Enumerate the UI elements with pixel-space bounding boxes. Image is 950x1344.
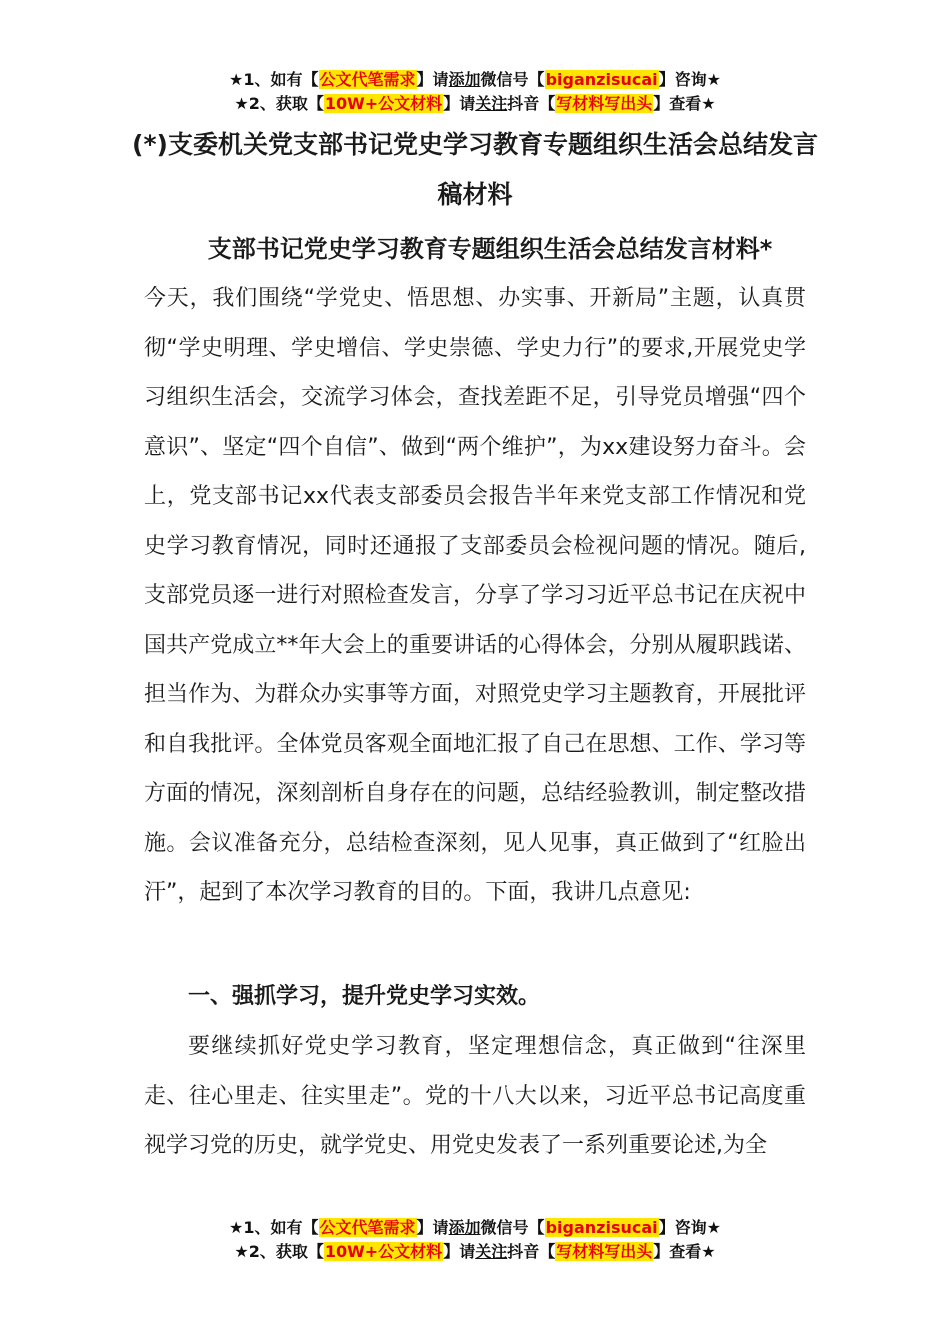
section-heading-1: 一、强抓学习，提升党史学习实效。 <box>188 984 541 1009</box>
bottom-banner <box>0 1216 950 1264</box>
banner-text: 】咨询★ <box>658 70 721 89</box>
banner-text: 】咨询★ <box>658 1218 721 1237</box>
body-paragraph-1: 今天，我们围绕“学党史、悟思想、办实事、开新局”主题，认真贯彻“学史明理、学史增信、学史崇德、学史力行”的要求,开展党史学习组织生活会，交流学习体会，查找差距不足，引导党员增强“四个意识”、坚定“四个自信”、做到“两个维护”，为xx建设努力奋斗。会上，党支部书记xx代表支部委员会报告半年来党支部工作情况和党史学习教育情况，同时还通报了支部委员会检视问题的情况。随后,支部党员逐一进行对照检查发言，分享了学习习近平总书记在庆祝中国共产党成立**年大会上的重要讲话的心得体会，分别从履职践诺、担当作为、为群众办实事等方面，对照党史学习主题教育，开展批评和自我批评。全体党员客观全面地汇报了自己在思想、工作、学习等方面的情况，深刻剖析自身存在的问题，总结经验教训，制定整改措施。会议准备充分，总结检查深刻，见人见事，真正做到了“红脸出汗”，起到了本次学习教育的目的。下面，我讲几点意见: <box>144 286 806 905</box>
banner-text: 】请 <box>416 70 449 89</box>
banner-text: 抖音【 <box>507 1242 556 1261</box>
banner-text: 】请 <box>416 1218 449 1237</box>
banner-text: 】请 <box>443 1242 476 1261</box>
banner-text: ★2、获取【 <box>234 94 324 113</box>
underlined-text: 关注 <box>475 94 508 113</box>
highlight-wechat-id: biganzisucai <box>545 70 658 89</box>
document-subtitle: 支部书记党史学习教育专题组织生活会总结发言材料* <box>207 235 773 263</box>
underlined-text: 添加 <box>448 70 481 89</box>
highlight-service: 公文代笔需求 <box>319 1218 416 1237</box>
banner-text: 】请 <box>443 94 476 113</box>
document-title: (*)支委机关党支部书记党史学习教育专题组织生活会总结发言稿材料 <box>132 130 818 209</box>
banner-line-1 <box>0 68 950 92</box>
banner-text: 微信号【 <box>480 1218 545 1237</box>
highlight-materials: 10W+公文材料 <box>324 94 443 113</box>
banner-line-2 <box>0 1240 950 1264</box>
top-banner <box>0 68 950 116</box>
highlight-douyin-account: 写材料写出头 <box>556 94 653 113</box>
banner-text: 抖音【 <box>507 94 556 113</box>
banner-text: ★1、如有【 <box>229 70 319 89</box>
banner-line-1 <box>0 1216 950 1240</box>
banner-text: 微信号【 <box>480 70 545 89</box>
banner-text: 】查看★ <box>653 1242 716 1261</box>
banner-text: ★2、获取【 <box>234 1242 324 1261</box>
highlight-service: 公文代笔需求 <box>319 70 416 89</box>
body-paragraph-2: 要继续抓好党史学习教育，坚定理想信念，真正做到“往深里走、往心里走、往实里走”。党的十八大以来，习近平总书记高度重视学习党的历史，就学党史、用党史发表了一系列重要论述,为全 <box>144 1034 806 1158</box>
highlight-douyin-account: 写材料写出头 <box>556 1242 653 1261</box>
underlined-text: 添加 <box>448 1218 481 1237</box>
banner-line-2 <box>0 92 950 116</box>
highlight-wechat-id: biganzisucai <box>545 1218 658 1237</box>
underlined-text: 关注 <box>475 1242 508 1261</box>
highlight-materials: 10W+公文材料 <box>324 1242 443 1261</box>
banner-text: 】查看★ <box>653 94 716 113</box>
banner-text: ★1、如有【 <box>229 1218 319 1237</box>
